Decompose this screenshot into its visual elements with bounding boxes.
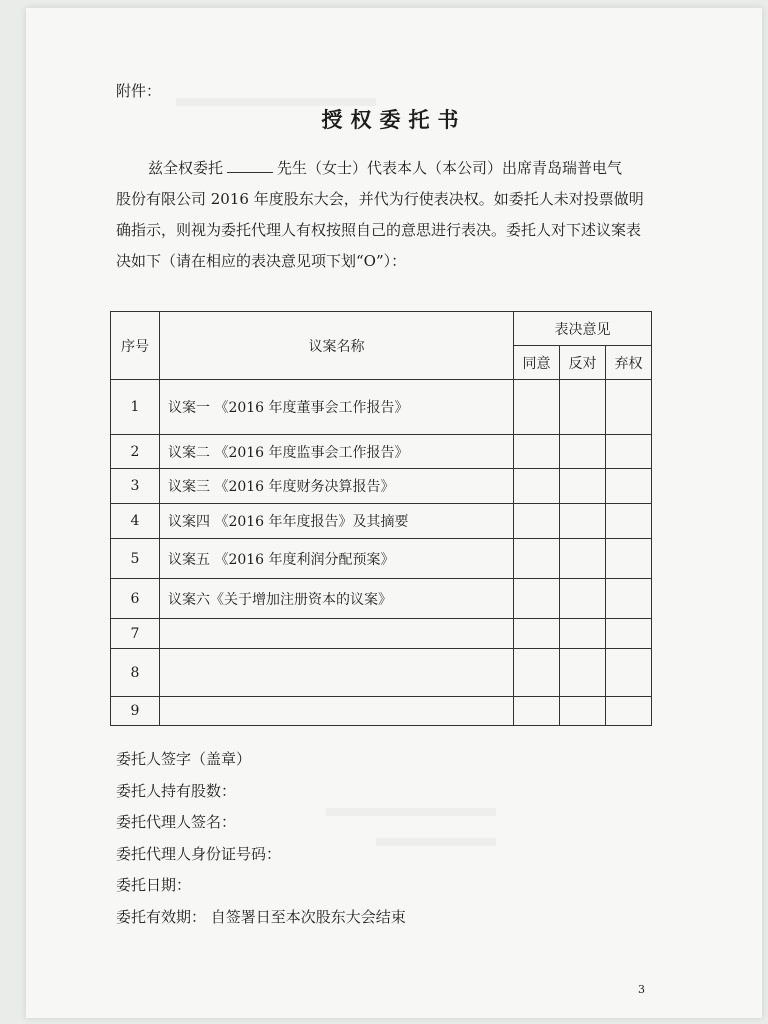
abstain-cell[interactable] [606, 649, 652, 697]
oppose-cell[interactable] [560, 504, 606, 539]
proxy-signature-field: 委托代理人签名： [116, 813, 237, 832]
abstain-cell[interactable] [606, 579, 652, 619]
abstain-cell[interactable] [606, 539, 652, 579]
validity-period-field: 委托有效期： 自签署日至本次股东大会结束 [116, 907, 406, 926]
proxy-name-blank [227, 158, 273, 173]
table-row [111, 649, 652, 697]
abstain-cell[interactable] [606, 504, 652, 539]
row-number: 1 [111, 380, 160, 435]
row-proposal-name: 议案三 《2016 年度财务决算报告》 [160, 469, 514, 504]
table-row [111, 469, 652, 504]
paragraph-line-1 [116, 153, 656, 184]
abstain-cell[interactable] [606, 619, 652, 649]
oppose-cell[interactable] [560, 619, 606, 649]
abstain-cell[interactable] [606, 435, 652, 469]
row-proposal-name: 议案六《关于增加注册资本的议案》 [160, 579, 514, 619]
table-row [111, 619, 652, 649]
row-proposal-name: 议案四 《2016 年年度报告》及其摘要 [160, 504, 514, 539]
row-number: 6 [111, 579, 160, 619]
row-proposal-name [160, 697, 514, 726]
agree-cell[interactable] [514, 469, 560, 504]
document-title: 授权委托书 [321, 108, 467, 132]
oppose-cell[interactable] [560, 435, 606, 469]
document-page [26, 8, 762, 1018]
header-abstain: 弃权 [606, 346, 652, 380]
header-serial-number: 序号 [111, 312, 160, 380]
agree-cell[interactable] [514, 697, 560, 726]
table-row [111, 579, 652, 619]
paragraph-line-2: 股份有限公司 2016 年度股东大会，并代为行使表决权。如委托人未对投票做明 [116, 190, 644, 208]
paragraph-line-3: 确指示，则视为委托代理人有权按照自己的意思进行表决。委托人对下述议案表 [116, 221, 642, 239]
oppose-cell[interactable] [560, 539, 606, 579]
table-row [111, 504, 652, 539]
proxy-id-number-field: 委托代理人身份证号码： [116, 844, 282, 863]
row-number: 5 [111, 539, 160, 579]
oppose-cell[interactable] [560, 469, 606, 504]
signature-fields [116, 744, 406, 934]
row-proposal-name [160, 649, 514, 697]
authorization-date-field: 委托日期： [116, 876, 192, 895]
table-row [111, 435, 652, 469]
oppose-cell[interactable] [560, 649, 606, 697]
row-proposal-name: 议案五 《2016 年度利润分配预案》 [160, 539, 514, 579]
header-proposal-name: 议案名称 [160, 312, 514, 380]
oppose-cell[interactable] [560, 697, 606, 726]
oppose-cell[interactable] [560, 579, 606, 619]
row-proposal-name [160, 619, 514, 649]
authorization-paragraph [116, 153, 656, 277]
row-number: 3 [111, 469, 160, 504]
row-number: 4 [111, 504, 160, 539]
paragraph-line-1-prefix: 兹全权委托 [148, 159, 224, 177]
proposal-voting-table [110, 311, 652, 726]
row-number: 7 [111, 619, 160, 649]
table-header-row [111, 312, 652, 346]
agree-cell[interactable] [514, 539, 560, 579]
abstain-cell[interactable] [606, 697, 652, 726]
agree-cell[interactable] [514, 435, 560, 469]
header-voting-opinion: 表决意见 [514, 312, 652, 346]
paragraph-line-4: 决如下（请在相应的表决意见项下划“O”）： [116, 252, 407, 270]
row-number: 2 [111, 435, 160, 469]
table-row [111, 697, 652, 726]
agree-cell[interactable] [514, 619, 560, 649]
row-proposal-name: 议案二 《2016 年度监事会工作报告》 [160, 435, 514, 469]
header-agree: 同意 [514, 346, 560, 380]
table-row [111, 539, 652, 579]
agree-cell[interactable] [514, 380, 560, 435]
agree-cell[interactable] [514, 649, 560, 697]
row-number: 8 [111, 649, 160, 697]
principal-signature-field: 委托人签字（盖章） [116, 750, 252, 768]
row-proposal-name: 议案一 《2016 年度董事会工作报告》 [160, 380, 514, 435]
agree-cell[interactable] [514, 504, 560, 539]
page-number: 3 [638, 983, 645, 996]
attachment-label: 附件： [116, 82, 162, 100]
abstain-cell[interactable] [606, 380, 652, 435]
agree-cell[interactable] [514, 579, 560, 619]
abstain-cell[interactable] [606, 469, 652, 504]
paragraph-line-1-suffix: 先生（女士）代表本人（本公司）出席青岛瑞普电气 [277, 159, 623, 177]
oppose-cell[interactable] [560, 380, 606, 435]
header-oppose: 反对 [560, 346, 606, 380]
row-number: 9 [111, 697, 160, 726]
shares-held-field: 委托人持有股数： [116, 781, 237, 800]
table-row [111, 380, 652, 435]
